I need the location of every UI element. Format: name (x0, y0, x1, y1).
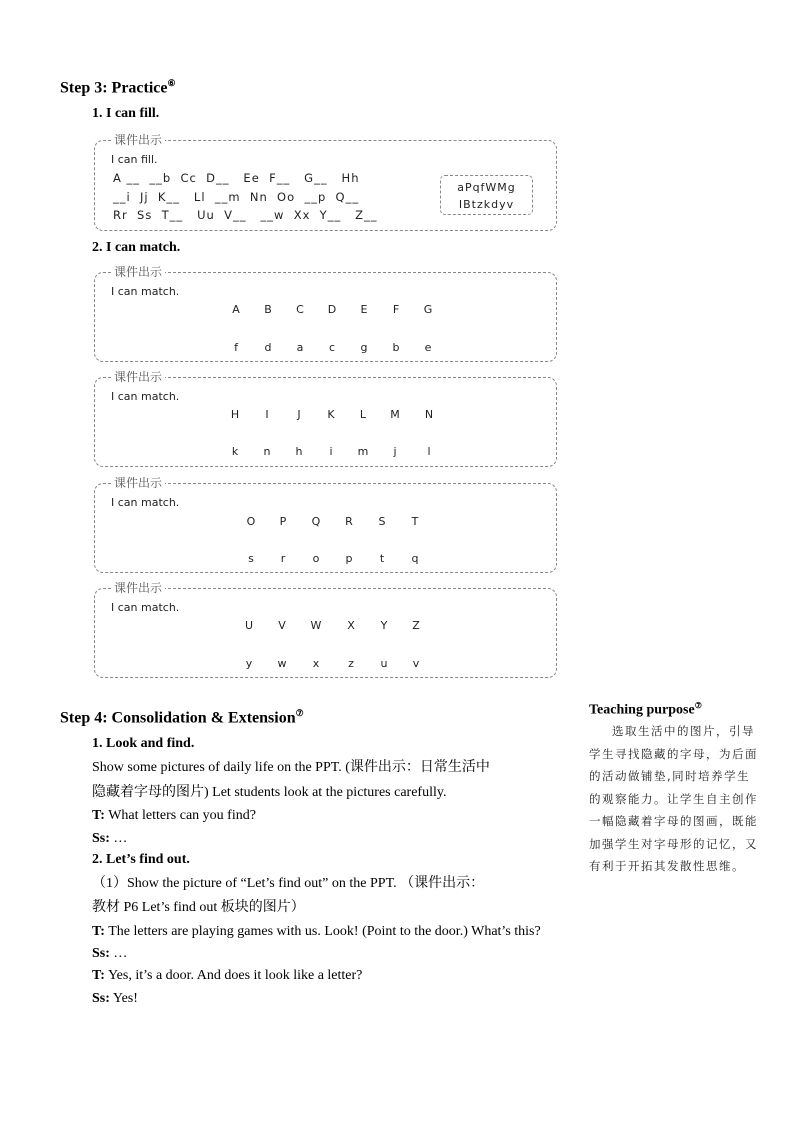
letter: A (232, 303, 240, 316)
match-instruction: I can match. (111, 496, 180, 509)
letter: T (411, 515, 419, 528)
fill-instruction: I can fill. (111, 153, 158, 166)
letter: s (248, 552, 254, 565)
box-label: 课件出示 (111, 580, 165, 596)
letter: z (348, 657, 354, 670)
letter: p (345, 552, 353, 565)
step4-title: Step 4: Consolidation & Extension⑦ (60, 708, 304, 727)
letter: R (345, 515, 353, 528)
letter: N (424, 408, 434, 421)
box-label: 课件出示 (111, 369, 165, 385)
letter: q (411, 552, 419, 565)
letter: K (327, 408, 335, 421)
letter: x (312, 657, 320, 670)
letter: J (297, 408, 301, 421)
letter: X (347, 619, 355, 632)
match-heading: 2. I can match. (92, 240, 181, 255)
fill-heading: 1. I can fill. (92, 106, 160, 121)
uppercase-row (95, 515, 556, 531)
fill-line-3: Rr Ss T__ Uu V__ __w Xx Y__ Z__ (113, 208, 378, 222)
students-line: Ss: … (92, 831, 128, 846)
fill-exercise-box (94, 133, 557, 231)
look-line-2: 隐藏着字母的图片) Let students look at the pictures carefully. (92, 785, 447, 800)
match-instruction: I can match. (111, 601, 180, 614)
choices-line-2: IBtzkdyv (458, 198, 515, 211)
match-box-3 (94, 476, 557, 573)
letter: o (312, 552, 320, 565)
lowercase-row (95, 552, 556, 568)
match-box-2 (94, 370, 557, 467)
uppercase-row (95, 303, 556, 319)
letter: c (328, 341, 336, 354)
lowercase-row (95, 341, 556, 357)
letter: G (423, 303, 433, 316)
teaching-purpose-title: Teaching purpose⑦ (589, 701, 702, 718)
letter: F (392, 303, 400, 316)
lowercase-row (95, 445, 556, 461)
letter: k (231, 445, 239, 458)
letter: Q (311, 515, 321, 528)
letter: Z (412, 619, 420, 632)
teacher-line: T: The letters are playing games with us. Look! (Point to the door.) What’s this? (92, 924, 541, 939)
footnote-mark: ⑥ (167, 78, 176, 88)
box-label: 课件出示 (111, 132, 165, 148)
uppercase-row (95, 619, 556, 635)
teacher-line: T: What letters can you find? (92, 808, 256, 823)
letter: a (296, 341, 304, 354)
letter: d (264, 341, 272, 354)
letter: i (329, 445, 333, 458)
find-line-1: （1）Show the picture of “Let’s find out” on the PPT. （课件出示： (92, 876, 485, 891)
footnote-mark: ⑦ (694, 701, 702, 710)
letter: Y (380, 619, 388, 632)
letter: l (427, 445, 431, 458)
letter: t (379, 552, 385, 565)
letter: M (390, 408, 400, 421)
choices-line-1: aPqfWMg (457, 181, 516, 194)
footnote-mark: ⑦ (295, 708, 304, 718)
letter: P (279, 515, 287, 528)
letter: H (230, 408, 240, 421)
step3-title: Step 3: Practice⑥ (60, 78, 176, 97)
look-line-1: Show some pictures of daily life on the PPT. (课件出示：日常生活中 (92, 760, 490, 775)
find-heading: 2. Let’s find out. (92, 852, 190, 867)
letter: n (263, 445, 271, 458)
teaching-purpose-text: 选取生活中的图片，引导学生寻找隐藏的字母，为后面的活动做铺垫,同时培养学生的观察能力。让学生自主创作一幅隐藏着字母的图画，既能加强学生对字母形的记忆，又有利于开拓其发散性思维。 (589, 724, 758, 873)
letter: V (278, 619, 286, 632)
letter: h (295, 445, 303, 458)
look-heading: 1. Look and find. (92, 736, 195, 751)
letter: U (244, 619, 254, 632)
letter: E (360, 303, 368, 316)
letter: g (360, 341, 368, 354)
match-box-1 (94, 265, 557, 362)
lowercase-row (95, 657, 556, 673)
box-label: 课件出示 (111, 475, 165, 491)
letter: S (378, 515, 386, 528)
letter: I (265, 408, 269, 421)
letter: O (246, 515, 256, 528)
letter: y (245, 657, 253, 670)
uppercase-row (95, 408, 556, 424)
letter: W (310, 619, 322, 632)
find-line-2: 教材 P6 Let’s find out 板块的图片） (92, 900, 305, 915)
letter: u (380, 657, 388, 670)
match-box-4 (94, 581, 557, 678)
letter: f (234, 341, 238, 354)
letter: D (327, 303, 337, 316)
letter: w (277, 657, 287, 670)
fill-line-1: A __ __b Cc D__ Ee F__ G__ Hh (113, 171, 360, 185)
letter: b (392, 341, 400, 354)
students-line: Ss: Yes! (92, 991, 138, 1006)
letter: r (280, 552, 286, 565)
fill-line-2: __i Jj K__ Ll __m Nn Oo __p Q__ (113, 190, 360, 204)
letter: L (359, 408, 367, 421)
letter: v (412, 657, 420, 670)
match-instruction: I can match. (111, 390, 180, 403)
letter: C (296, 303, 304, 316)
letter: j (393, 445, 397, 458)
letter: B (264, 303, 272, 316)
letter-choices-box (440, 175, 533, 215)
teacher-line: T: Yes, it’s a door. And does it look like a letter? (92, 968, 363, 983)
students-line: Ss: … (92, 946, 128, 961)
match-instruction: I can match. (111, 285, 180, 298)
box-label: 课件出示 (111, 264, 165, 280)
letter: e (424, 341, 432, 354)
letter: m (357, 445, 369, 458)
